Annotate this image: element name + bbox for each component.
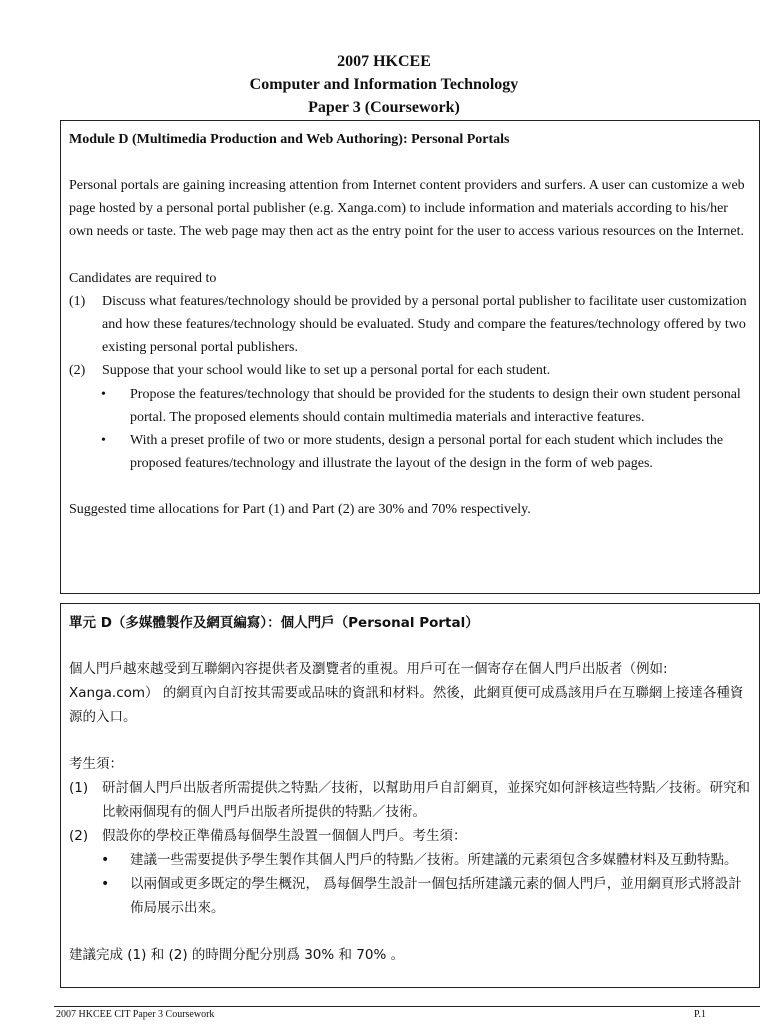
item-number: (2) <box>69 363 86 379</box>
chinese-item-2 <box>69 824 751 848</box>
item-text: Suppose that your school would like to set up a personal portal for each student. <box>102 363 551 379</box>
chinese-time-allocation: 建議完成 (1) 和 (2) 的時間分配分別爲 30% 和 70% 。 <box>69 947 405 963</box>
item-text: Discuss what features/technology should be provided by a personal portal publisher to facilitate user customization and how these features/technology should be evaluated. Study and compare the features/technology offered by two existing personal portal publishers. <box>102 293 747 356</box>
bullet-text: Propose the features/technology that should be provided for the students to design their own student personal portal. The proposed elements should contain multimedia materials and interactive features. <box>130 386 741 425</box>
english-item-1 <box>69 290 751 360</box>
bullet-text: 建議一些需要提供予學生製作其個人門戶的特點／技術。所建議的元素須包含多媒體材料及互動特點。 <box>130 852 738 868</box>
bullet-icon: • <box>101 386 106 402</box>
english-module-title: Module D (Multimedia Production and Web Authoring): Personal Portals <box>69 132 510 147</box>
item-number: (1) <box>69 293 86 309</box>
item-number: (1) <box>69 780 89 796</box>
chinese-module-title: 單元 D（多媒體製作及網頁編寫）：個人門戶（Personal Portal） <box>69 615 479 631</box>
subject-title: Computer and Information Technology <box>249 76 519 93</box>
english-required: Candidates are required to <box>69 270 217 286</box>
chinese-item-1 <box>69 776 751 824</box>
bullet-icon: • <box>101 876 110 892</box>
footer-title: 2007 HKCEE CIT Paper 3 Coursework <box>56 1009 215 1020</box>
chinese-bullet-2 <box>69 872 751 920</box>
item-text: 研討個人門戶出版者所需提供之特點／技術，以幫助用戶自訂網頁，並探究如何評核這些特點／技術。研究和比較兩個現有的個人門戶出版者所提供的特點／技術。 <box>102 780 750 820</box>
english-intro: Personal portals are gaining increasing attention from Internet content providers and surfers. A user can customize a web page hosted by a personal portal publisher (e.g. Xanga.com) to include information and materials according to his/her own needs or taste. The web page may then act as the entry point for the user to access various resources on the Internet. <box>69 178 745 240</box>
page-number: P.1 <box>694 1009 706 1020</box>
footer-divider <box>54 1006 760 1007</box>
item-text: 假設你的學校正準備爲每個學生設置一個個人門戶。考生須： <box>102 828 467 844</box>
bullet-text: With a preset profile of two or more students, design a personal portal for each student which includes the proposed features/technology and illustrate the layout of the design in the form of web pages. <box>130 433 724 472</box>
exam-title: 2007 HKCEE <box>337 53 431 70</box>
english-time-allocation: Suggested time allocations for Part (1) and Part (2) are 30% and 70% respectively. <box>69 502 531 518</box>
english-bullet-2 <box>69 429 751 475</box>
bullet-text: 以兩個或更多既定的學生概況， 爲每個學生設計一個包括所建議元素的個人門戶，並用網頁形式將設計佈局展示出來。 <box>130 876 742 916</box>
bullet-icon: • <box>101 433 106 449</box>
page-header <box>0 50 768 119</box>
chinese-intro: 個人門戶越來越受到互聯網內容提供者及瀏覽者的重視。用戶可在一個寄存在個人門戶出版者（例如: Xanga.com） 的網頁內自訂按其需要或品味的資訊和材料。然後，此網頁便可成爲該用戶在互聯網上接達各種資源的入口。 <box>69 661 744 725</box>
paper-title: Paper 3 (Coursework) <box>308 99 460 116</box>
english-module-box <box>60 120 760 594</box>
chinese-bullet-1 <box>69 848 751 872</box>
chinese-required: 考生須： <box>69 756 123 772</box>
bullet-icon: • <box>101 852 110 868</box>
item-number: (2) <box>69 828 89 844</box>
chinese-module-box <box>60 603 760 988</box>
english-bullet-1 <box>69 383 751 429</box>
english-item-2 <box>69 359 751 382</box>
